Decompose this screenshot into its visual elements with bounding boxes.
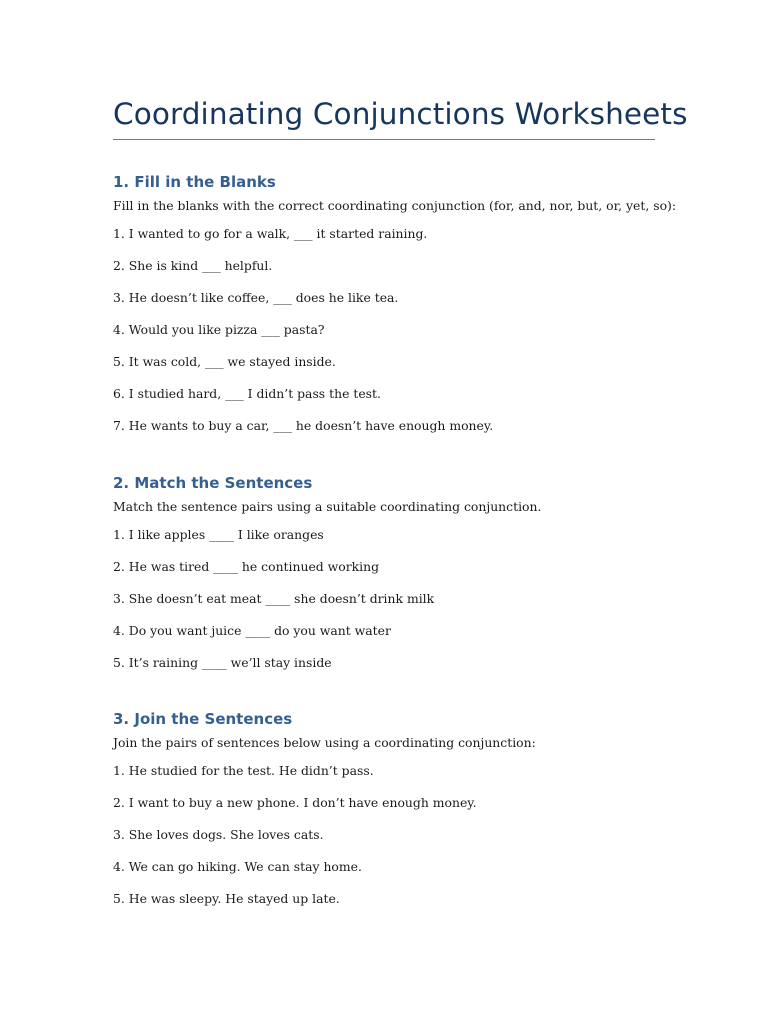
exercise-list [113,218,655,442]
section-match-the-sentences [113,471,655,679]
exercise-item: 6. I studied hard, ___ I didn’t pass the test. [113,386,381,401]
title-underline [113,139,655,140]
exercise-item: 2. I want to buy a new phone. I don’t have enough money. [113,795,477,810]
section-heading: 2. Match the Sentences [113,474,313,492]
exercise-item: 5. It’s raining ____ we’ll stay inside [113,655,332,670]
exercise-item: 5. It was cold, ___ we stayed inside. [113,354,336,369]
exercise-item: 4. Do you want juice ____ do you want water [113,623,391,638]
exercise-item: 1. He studied for the test. He didn’t pass. [113,763,374,778]
exercise-item: 3. She doesn’t eat meat ____ she doesn’t drink milk [113,591,435,606]
exercise-item: 3. He doesn’t like coffee, ___ does he like tea. [113,290,399,305]
exercise-item: 4. We can go hiking. We can stay home. [113,859,362,874]
exercise-list [113,755,655,915]
section-heading: 1. Fill in the Blanks [113,173,276,191]
worksheet-page [113,0,688,1024]
exercise-item: 5. He was sleepy. He stayed up late. [113,891,340,906]
section-instructions: Join the pairs of sentences below using a coordinating conjunction: [113,735,536,750]
exercise-list [113,519,655,679]
section-heading: 3. Join the Sentences [113,710,293,728]
section-instructions: Match the sentence pairs using a suitable coordinating conjunction. [113,499,542,514]
section-instructions: Fill in the blanks with the correct coordinating conjunction (for, and, nor, but, or, yet, so): [113,198,677,213]
section-fill-in-the-blanks [113,170,677,442]
exercise-item: 1. I wanted to go for a walk, ___ it started raining. [113,226,428,241]
exercise-item: 1. I like apples ____ I like oranges [113,527,324,542]
exercise-item: 2. She is kind ___ helpful. [113,258,273,273]
section-join-the-sentences [113,707,655,915]
exercise-item: 2. He was tired ____ he continued working [113,559,380,574]
exercise-item: 4. Would you like pizza ___ pasta? [113,322,325,337]
page-title: Coordinating Conjunctions Worksheets [113,97,688,131]
exercise-item: 7. He wants to buy a car, ___ he doesn’t have enough money. [113,418,494,433]
exercise-item: 3. She loves dogs. She loves cats. [113,827,324,842]
